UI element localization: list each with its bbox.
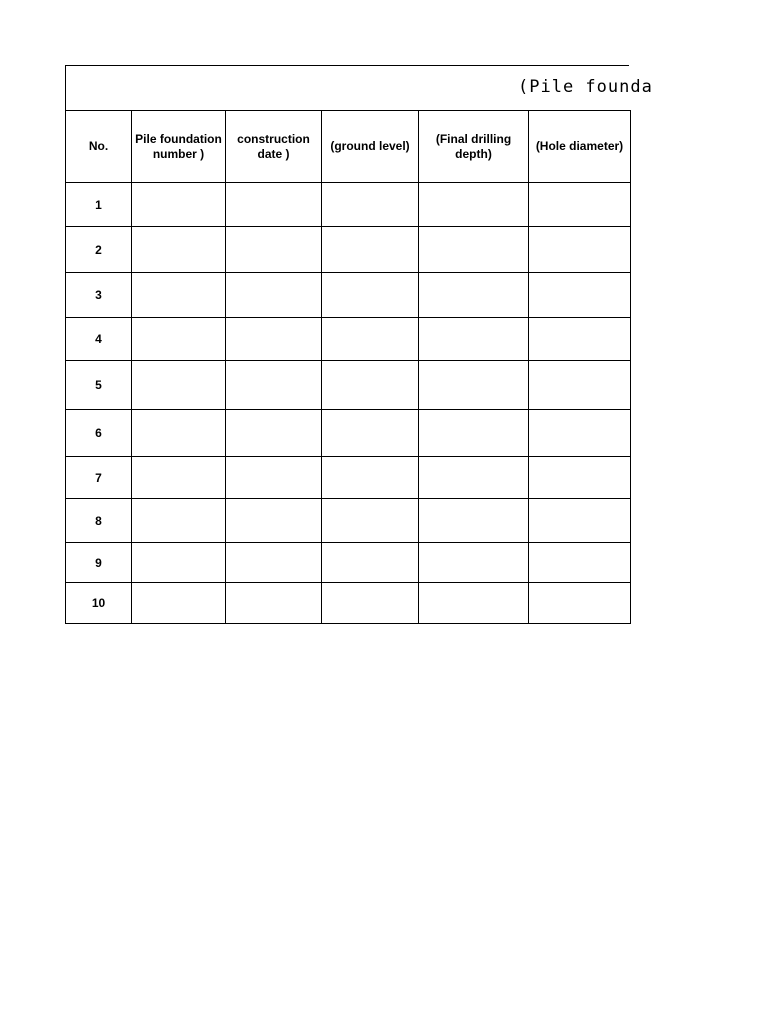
cell-final-drilling-depth[interactable] [419, 227, 529, 273]
cell-final-drilling-depth[interactable] [419, 183, 529, 227]
cell-construction-date[interactable] [226, 273, 322, 318]
cell-pile-number[interactable] [132, 183, 226, 227]
cell-final-drilling-depth[interactable] [419, 499, 529, 543]
column-header-ground-level: (ground level) [322, 111, 419, 183]
cell-hole-diameter[interactable] [529, 543, 631, 583]
cell-hole-diameter[interactable] [529, 583, 631, 624]
cell-final-drilling-depth[interactable] [419, 457, 529, 499]
row-number: 8 [66, 499, 132, 543]
row-number: 6 [66, 410, 132, 457]
cell-pile-number[interactable] [132, 318, 226, 361]
row-number: 10 [66, 583, 132, 624]
column-header-hole-diameter: (Hole diameter) [529, 111, 631, 183]
column-header-construction-date: construction date ) [226, 111, 322, 183]
cell-hole-diameter[interactable] [529, 183, 631, 227]
column-header-final-drilling-depth: (Final drilling depth) [419, 111, 529, 183]
cell-ground-level[interactable] [322, 227, 419, 273]
cell-ground-level[interactable] [322, 273, 419, 318]
cell-hole-diameter[interactable] [529, 361, 631, 410]
cell-hole-diameter[interactable] [529, 410, 631, 457]
cell-final-drilling-depth[interactable] [419, 583, 529, 624]
cell-final-drilling-depth[interactable] [419, 543, 529, 583]
cell-final-drilling-depth[interactable] [419, 273, 529, 318]
cell-construction-date[interactable] [226, 499, 322, 543]
table-row [66, 457, 631, 499]
row-number: 4 [66, 318, 132, 361]
cell-pile-number[interactable] [132, 227, 226, 273]
table-row [66, 499, 631, 543]
cell-construction-date[interactable] [226, 318, 322, 361]
row-number: 3 [66, 273, 132, 318]
cell-construction-date[interactable] [226, 457, 322, 499]
cell-pile-number[interactable] [132, 499, 226, 543]
cell-ground-level[interactable] [322, 318, 419, 361]
title-row [66, 66, 653, 111]
cell-ground-level[interactable] [322, 543, 419, 583]
cell-construction-date[interactable] [226, 183, 322, 227]
pile-record-sheet [65, 65, 653, 624]
table-row [66, 583, 631, 624]
row-number: 1 [66, 183, 132, 227]
cell-construction-date[interactable] [226, 410, 322, 457]
cell-final-drilling-depth[interactable] [419, 410, 529, 457]
cell-ground-level[interactable] [322, 410, 419, 457]
row-number: 9 [66, 543, 132, 583]
header-row [66, 111, 631, 183]
cell-ground-level[interactable] [322, 361, 419, 410]
cell-pile-number[interactable] [132, 410, 226, 457]
column-header-pile-number: Pile foundation number ) [132, 111, 226, 183]
table-row [66, 227, 631, 273]
cell-construction-date[interactable] [226, 361, 322, 410]
cell-ground-level[interactable] [322, 183, 419, 227]
cell-construction-date[interactable] [226, 543, 322, 583]
row-number: 7 [66, 457, 132, 499]
sheet-title: (Pile founda [518, 77, 653, 97]
cell-pile-number[interactable] [132, 273, 226, 318]
cell-ground-level[interactable] [322, 457, 419, 499]
column-header-no: No. [66, 111, 132, 183]
cell-construction-date[interactable] [226, 583, 322, 624]
table-row [66, 361, 631, 410]
row-number: 5 [66, 361, 132, 410]
cell-ground-level[interactable] [322, 499, 419, 543]
table-row [66, 318, 631, 361]
table-row [66, 273, 631, 318]
cell-hole-diameter[interactable] [529, 457, 631, 499]
cell-final-drilling-depth[interactable] [419, 361, 529, 410]
cell-hole-diameter[interactable] [529, 318, 631, 361]
cell-pile-number[interactable] [132, 361, 226, 410]
table-row [66, 410, 631, 457]
pile-record-table [65, 110, 631, 624]
table-row [66, 543, 631, 583]
cell-hole-diameter[interactable] [529, 227, 631, 273]
cell-final-drilling-depth[interactable] [419, 318, 529, 361]
cell-pile-number[interactable] [132, 543, 226, 583]
cell-pile-number[interactable] [132, 583, 226, 624]
cell-pile-number[interactable] [132, 457, 226, 499]
cell-hole-diameter[interactable] [529, 499, 631, 543]
row-number: 2 [66, 227, 132, 273]
cell-ground-level[interactable] [322, 583, 419, 624]
cell-hole-diameter[interactable] [529, 273, 631, 318]
cell-construction-date[interactable] [226, 227, 322, 273]
table-row [66, 183, 631, 227]
